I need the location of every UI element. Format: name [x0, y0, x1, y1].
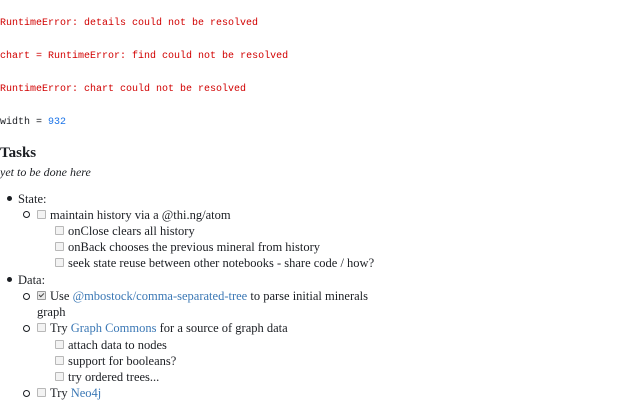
width-cell-value: 932 — [48, 117, 67, 128]
task-on-back — [55, 239, 320, 255]
task-maintain-history — [37, 207, 231, 223]
chart-cell-name: chart — [0, 51, 31, 62]
task-label: onClose clears all history — [68, 224, 195, 238]
task-graph-commons — [37, 320, 288, 336]
state-label: State: — [18, 192, 47, 206]
chart-error-cell-2[interactable] — [0, 83, 246, 97]
task-label: try ordered trees... — [68, 370, 160, 384]
task-label: support for booleans? — [68, 354, 177, 368]
task-label-prefix: Try — [50, 321, 71, 335]
task-neo4j — [37, 385, 101, 400]
task-label: seek state reuse between other notebooks - share code / how? — [68, 256, 375, 270]
chart-error-message: RuntimeError: find could not be resolved — [48, 51, 289, 62]
tasks-heading: Tasks — [0, 145, 37, 161]
task-use-csv-tree — [37, 288, 368, 304]
task-label-prefix: Try — [50, 386, 71, 400]
task-checkbox[interactable] — [55, 242, 64, 251]
bullet-disc — [7, 196, 12, 201]
task-seek-state — [55, 255, 374, 271]
bullet-circle — [23, 293, 30, 300]
neo4j-link[interactable]: Neo4j — [70, 386, 102, 400]
width-cell-assign: = — [30, 117, 49, 128]
data-label: Data: — [18, 273, 46, 287]
task-label-suffix: to parse initial minerals — [247, 289, 369, 303]
task-label-prefix: Use — [50, 289, 73, 303]
task-checkbox[interactable] — [55, 340, 64, 349]
bullet-disc — [7, 277, 12, 282]
task-checkbox[interactable] — [37, 388, 46, 397]
width-cell-name: width — [0, 117, 31, 128]
task-checkbox[interactable] — [37, 323, 46, 332]
task-label-suffix: for a source of graph data — [156, 321, 288, 335]
task-checkbox[interactable] — [55, 356, 64, 365]
comma-separated-tree-link[interactable]: @mbostock/comma-separated-tree — [72, 289, 248, 303]
task-label: attach data to nodes — [68, 338, 167, 352]
task-checkbox[interactable] — [37, 210, 46, 219]
task-checkbox[interactable] — [55, 226, 64, 235]
task-checkbox-checked[interactable] — [37, 291, 46, 300]
details-error-cell[interactable] — [0, 17, 258, 31]
details-error-message: RuntimeError: details could not be resolved — [0, 18, 259, 29]
task-ordered-trees — [55, 369, 159, 385]
task-on-close — [55, 223, 195, 239]
task-use-csv-tree-wrap: graph — [37, 305, 66, 319]
width-cell[interactable] — [0, 116, 66, 130]
chart-cell-assign: = — [30, 51, 49, 62]
task-checkbox[interactable] — [55, 372, 64, 381]
tasks-subtitle: yet to be done here — [0, 165, 91, 179]
task-checkbox[interactable] — [55, 258, 64, 267]
bullet-circle — [23, 390, 30, 397]
bullet-circle — [23, 211, 30, 218]
chart-error-message-2: RuntimeError: chart could not be resolved — [0, 84, 247, 95]
task-label: onBack chooses the previous mineral from history — [68, 240, 321, 254]
graph-commons-link[interactable]: Graph Commons — [70, 321, 157, 335]
task-label: maintain history via a @thi.ng/atom — [50, 208, 231, 222]
task-attach-data — [55, 337, 167, 353]
bullet-circle — [23, 325, 30, 332]
chart-error-cell[interactable] — [0, 50, 288, 64]
task-booleans — [55, 353, 176, 369]
